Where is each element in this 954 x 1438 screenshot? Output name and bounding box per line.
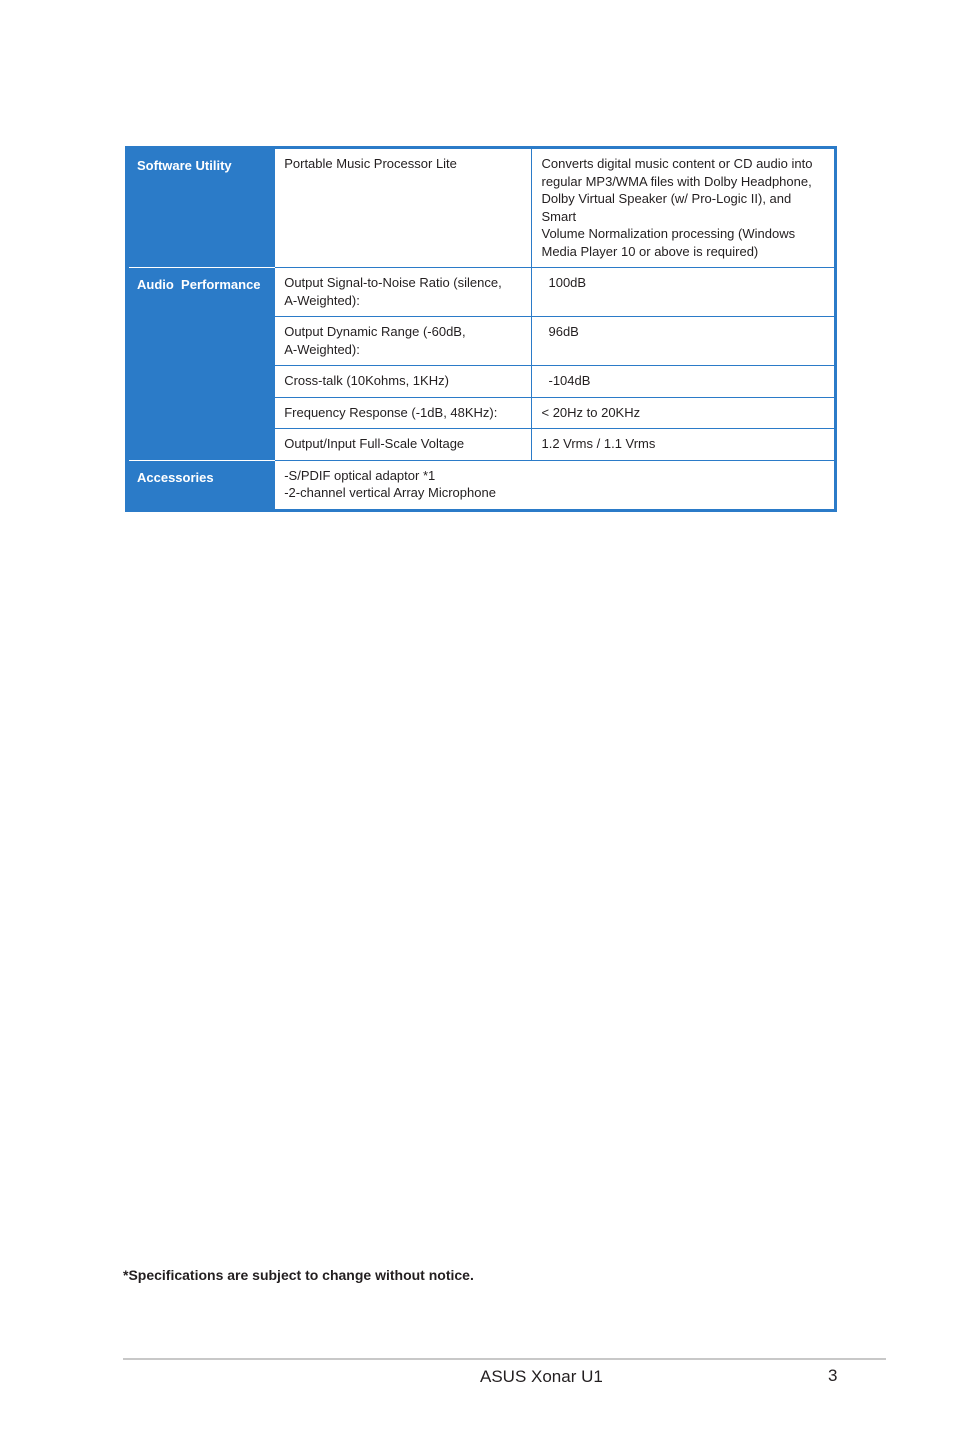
spec-item: Output/Input Full-Scale Voltage bbox=[275, 429, 532, 461]
spec-value: < 20Hz to 20KHz bbox=[532, 397, 836, 429]
spec-row-software-utility bbox=[127, 148, 836, 268]
accessories-list bbox=[275, 460, 836, 510]
footer-divider bbox=[123, 1358, 886, 1360]
spec-row-accessories bbox=[127, 460, 836, 510]
spec-value: 96dB bbox=[532, 317, 836, 366]
category-software-utility: Software Utility bbox=[127, 148, 275, 268]
spec-value: -104dB bbox=[532, 366, 836, 398]
footer-title: ASUS Xonar U1 bbox=[480, 1367, 603, 1386]
spec-value: 1.2 Vrms / 1.1 Vrms bbox=[532, 429, 836, 461]
category-audio-performance: Audio Performance bbox=[127, 268, 275, 461]
spec-value: 100dB bbox=[532, 268, 836, 317]
spec-item: Output Signal-to-Noise Ratio (silence, A-Weighted): bbox=[275, 268, 532, 317]
list-item: -S/PDIF optical adaptor *1 bbox=[284, 467, 436, 483]
spec-item: Portable Music Processor Lite bbox=[275, 148, 532, 268]
spec-row-audio-snr bbox=[127, 268, 836, 317]
category-accessories: Accessories bbox=[127, 460, 275, 510]
footnote: *Specifications are subject to change without notice. bbox=[123, 1267, 474, 1283]
spec-item: Frequency Response (-1dB, 48KHz): bbox=[275, 397, 532, 429]
spec-table bbox=[125, 146, 837, 512]
spec-item: Output Dynamic Range (-60dB, A-Weighted): bbox=[275, 317, 532, 366]
list-item: -2-channel vertical Array Microphone bbox=[284, 485, 496, 500]
spec-item: Cross-talk (10Kohms, 1KHz) bbox=[275, 366, 532, 398]
page-number: 3 bbox=[828, 1366, 838, 1385]
spec-description: Converts digital music content or CD audio into regular MP3/WMA files with Dolby Headphone, Dolby Virtual Speaker (w/ Pro-Logic II), and Smart Volume Normalization processing (Windows Media Player 10 or above is required) bbox=[532, 148, 836, 268]
